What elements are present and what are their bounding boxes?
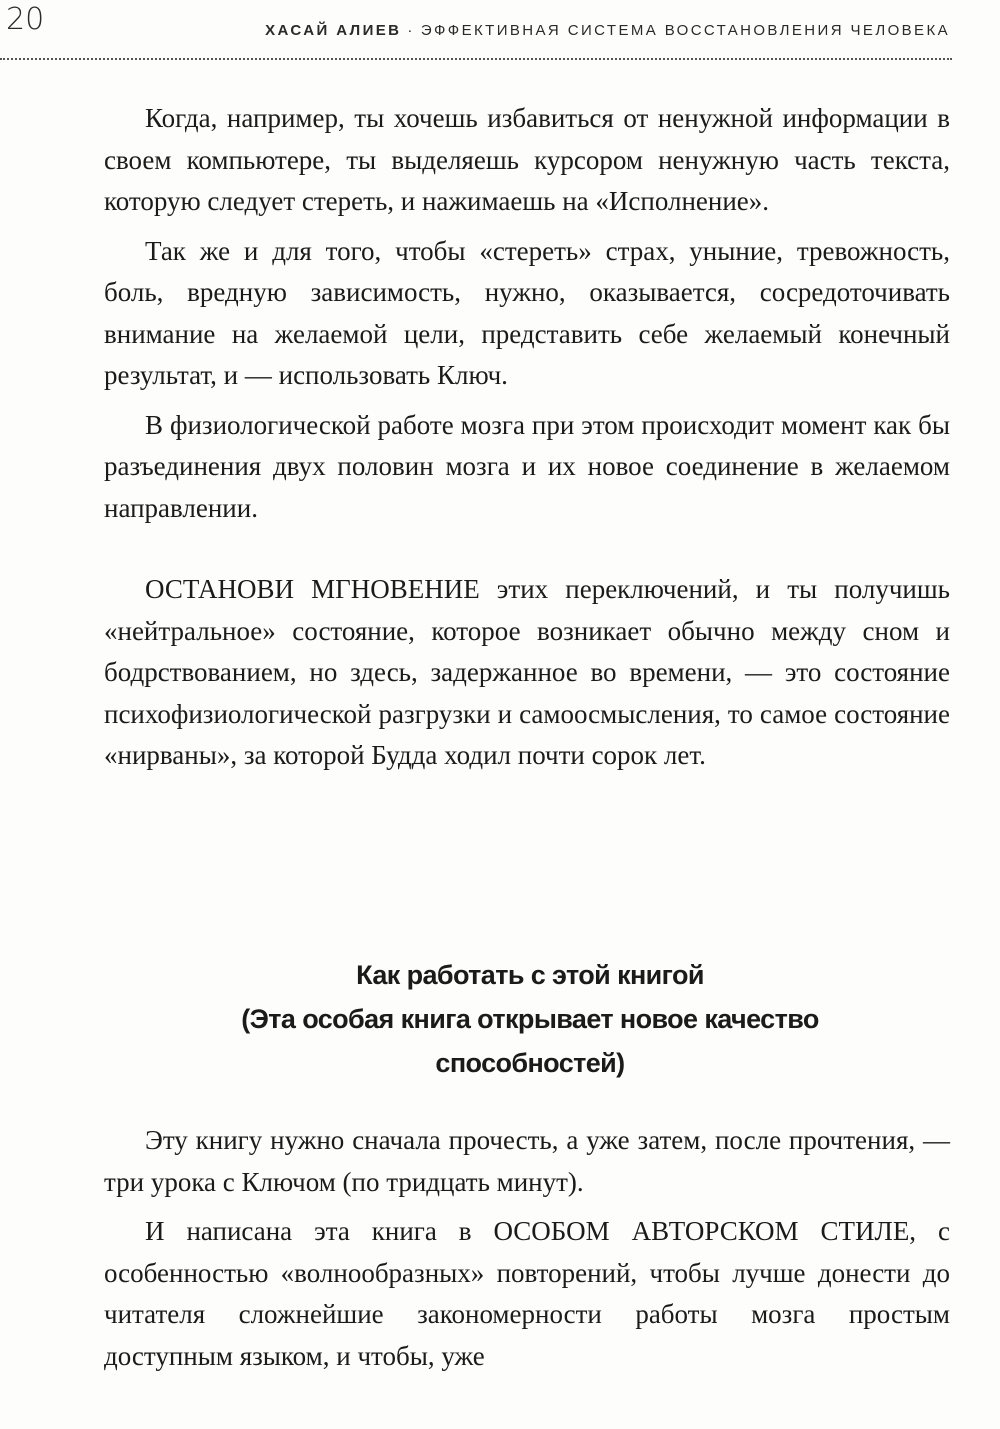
paragraph-computer-analogy: Когда, например, ты хочешь избавиться от ненужной информации в своем компьютере, ты выделяешь курсором ненужную часть текста, которую следует стереть, и нажимаешь на «Исполнение». — [104, 103, 950, 216]
text-block-top — [104, 98, 950, 777]
running-head-separator: · — [407, 22, 415, 39]
section-heading-subtitle-line2: способностей) — [435, 1048, 625, 1078]
paragraph-brain-physiology: В физиологической работе мозга при этом происходит момент как бы разъединения двух половин мозга и их новое соединение в желаемом направлении. — [104, 409, 950, 523]
paragraph-stop-moment: ОСТАНОВИ МГНОВЕНИЕ этих переключений, и ты получишь «нейтральное» состояние, которое возникает обычно между сном и бодрствованием, но здесь, задержанное во времени, — это состояние психофизиологической разгрузки и самоосмысления, то самое состояние «нирваны», за которой Будда ходил почти сорок лет. — [104, 574, 950, 770]
running-head-book-title: ЭФФЕКТИВНАЯ СИСТЕМА ВОССТАНОВЛЕНИЯ ЧЕЛОВЕКА — [420, 22, 950, 39]
section-heading — [150, 953, 910, 1085]
section-heading-title: Как работать с этой книгой — [356, 960, 704, 990]
paragraph-read-first: Эту книгу нужно сначала прочесть, а уже затем, после прочтения, — три урока с Ключом (по тридцать минут). — [104, 1125, 950, 1197]
header-dotted-divider — [0, 58, 952, 60]
page-number: 20 — [6, 2, 45, 37]
running-head — [265, 22, 950, 39]
running-head-author: ХАСАЙ АЛИЕВ — [265, 22, 402, 39]
text-block-bottom — [104, 1120, 950, 1377]
section-heading-subtitle-line1: (Эта особая книга открывает новое качество — [241, 1004, 819, 1034]
paragraph-erase-fear: Так же и для того, чтобы «стереть» страх, уныние, тревожность, боль, вредную зависимость, нужно, оказывается, сосредоточивать внимание на желаемой цели, представить себе желаемый конечный результат, и — использовать Ключ. — [104, 235, 950, 390]
paragraph-author-style: И написана эта книга в ОСОБОМ АВТОРСКОМ СТИЛЕ, с особенностью «волнообразных» повторений, чтобы лучше донести до читателя сложнейшие закономерности работы мозга простым доступным языком, и чтобы, уже — [104, 1216, 950, 1371]
